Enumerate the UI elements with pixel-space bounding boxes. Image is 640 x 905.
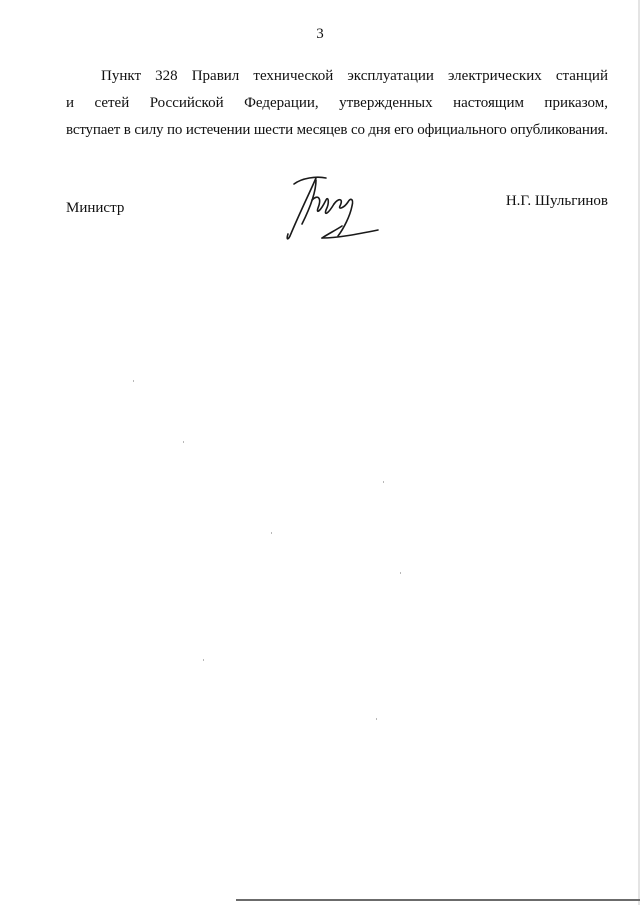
word: станций <box>555 68 608 84</box>
word: Федерации, <box>244 95 319 111</box>
word: Российской <box>149 95 224 111</box>
minister-title: Министр <box>66 200 125 216</box>
scan-speck <box>183 441 184 443</box>
word: утвержденных <box>339 95 433 111</box>
word: Пункт <box>101 68 142 84</box>
paragraph-line-2 <box>66 90 608 117</box>
paragraph-line-3: вступает в силу по истечении шести месяцев со дня его официального опубликования. <box>66 122 609 138</box>
word: настоящим <box>453 95 524 111</box>
minister-name: Н.Г. Шульгинов <box>505 193 608 209</box>
scan-speck <box>376 718 377 720</box>
scan-speck <box>133 380 134 382</box>
body-paragraph <box>66 63 608 144</box>
signature-block <box>66 172 608 252</box>
word: сетей <box>94 95 130 111</box>
word: и <box>66 95 75 111</box>
word: эксплуатации <box>347 68 434 84</box>
handwritten-signature <box>282 172 382 244</box>
word: Правил <box>191 68 240 84</box>
scan-speck <box>203 659 204 661</box>
paragraph-line-1 <box>66 63 608 90</box>
scan-speck <box>383 481 384 483</box>
word: приказом, <box>544 95 608 111</box>
scan-edge-bottom <box>236 899 640 901</box>
page-number: 3 <box>316 26 324 42</box>
scan-speck <box>400 572 401 574</box>
scan-speck <box>271 532 272 534</box>
word: 328 <box>155 68 178 84</box>
word: технической <box>253 68 334 84</box>
word: электрических <box>448 68 542 84</box>
